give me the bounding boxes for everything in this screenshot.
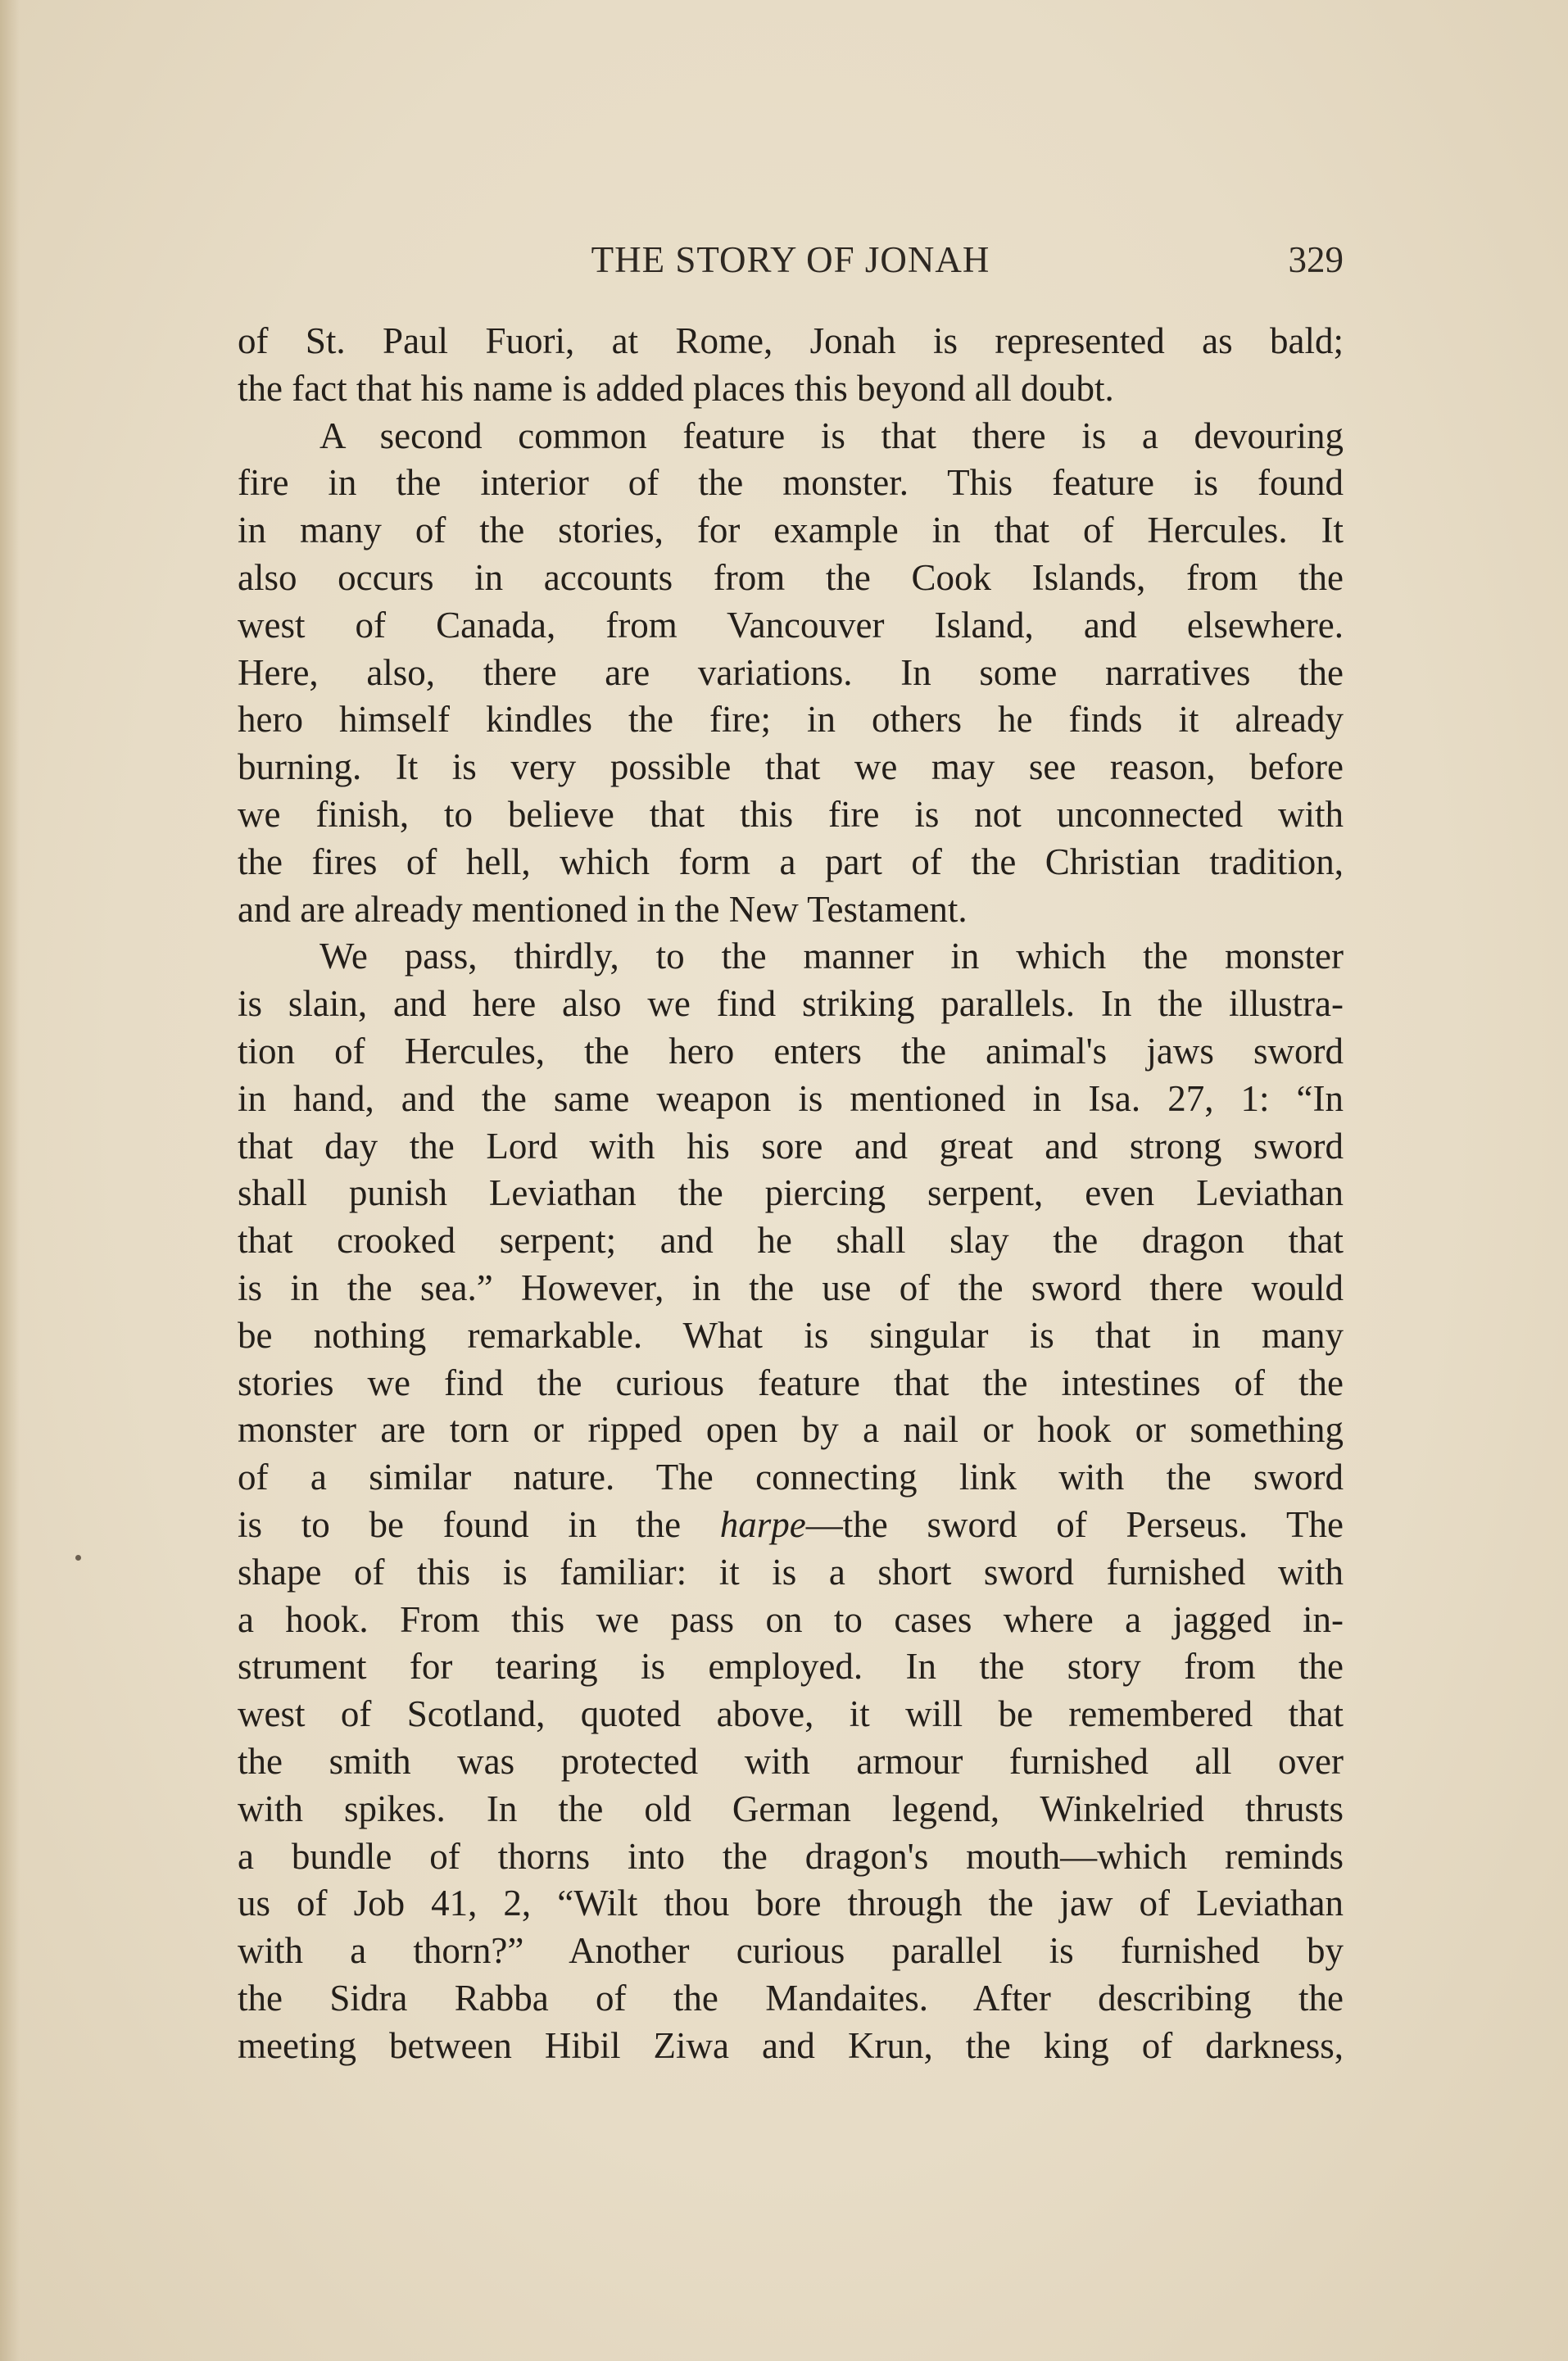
text-segment: is to be found in the (238, 1503, 720, 1545)
italic-word-harpe: harpe (719, 1503, 806, 1545)
text-line: that day the Lord with his sore and great and strong sword (238, 1125, 1344, 1167)
text-line: be nothing remarkable. What is singular is that in many (238, 1314, 1344, 1356)
page-number: 329 (1288, 239, 1344, 280)
text-line: the smith was protected with armour furnished all over (238, 1740, 1344, 1782)
text-line: west of Scotland, quoted above, it will be remembered that (238, 1693, 1344, 1735)
page-header (238, 231, 1344, 288)
text-line: the fact that his name is added places this beyond all doubt. (238, 367, 1114, 409)
text-line: shape of this is familiar: it is a short sword furnished with (238, 1551, 1344, 1593)
text-segment: —the sword of Perseus. The (805, 1503, 1344, 1545)
text-line: hero himself kindles the fire; in others he finds it already (238, 699, 1344, 741)
text-line: that crooked serpent; and he shall slay the dragon that (238, 1220, 1344, 1262)
text-line: the fires of hell, which form a part of the Christian tradition, (238, 841, 1344, 882)
text-line: Here, also, there are variations. In some narratives the (238, 651, 1344, 693)
body-text (238, 318, 1344, 2069)
text-line: monster are torn or ripped open by a nail or hook or something (238, 1409, 1344, 1451)
running-title: THE STORY OF JONAH (591, 239, 990, 280)
text-line-with-italic (238, 1502, 1344, 1549)
paragraph-start-line: We pass, thirdly, to the manner in which the monster (319, 936, 1344, 977)
text-line: with a thorn?” Another curious parallel is furnished by (238, 1930, 1344, 1972)
text-line: is slain, and here also we find striking parallels. In the illustra- (238, 983, 1344, 1025)
text-line: fire in the interior of the monster. This feature is found (238, 462, 1344, 504)
text-line: shall punish Leviathan the piercing serpent, even Leviathan (238, 1172, 1344, 1214)
text-line: burning. It is very possible that we may see reason, before (238, 746, 1344, 788)
page-edge-shadow (0, 0, 20, 2361)
text-line: of St. Paul Fuori, at Rome, Jonah is represented as bald; (238, 320, 1344, 361)
text-line: tion of Hercules, the hero enters the animal's jaws sword (238, 1030, 1344, 1072)
text-line: west of Canada, from Vancouver Island, and elsewhere. (238, 604, 1344, 646)
text-line: we finish, to believe that this fire is not unconnected with (238, 793, 1344, 835)
text-line: meeting between Hibil Ziwa and Krun, the king of darkness, (238, 2024, 1344, 2066)
text-line: stories we find the curious feature that the intestines of the (238, 1362, 1344, 1403)
text-line: a hook. From this we pass on to cases where a jagged in- (238, 1598, 1344, 1640)
text-line: strument for tearing is employed. In the story from the (238, 1646, 1344, 1688)
text-line: the Sidra Rabba of the Mandaites. After describing the (238, 1977, 1344, 2019)
text-line: with spikes. In the old German legend, Winkelried thrusts (238, 1788, 1344, 1829)
text-line: us of Job 41, 2, “Wilt thou bore through the jaw of Leviathan (238, 1883, 1344, 1924)
text-line: in hand, and the same weapon is mentioned in Isa. 27, 1: “In (238, 1077, 1344, 1119)
text-line: is in the sea.” However, in the use of the sword there would (238, 1267, 1344, 1308)
text-line: a bundle of thorns into the dragon's mouth—which reminds (238, 1835, 1344, 1877)
paragraph-start-line: A second common feature is that there is a devouring (319, 415, 1344, 456)
text-line: and are already mentioned in the New Testament. (238, 888, 968, 930)
text-line: in many of the stories, for example in that of Hercules. It (238, 510, 1344, 551)
speck-mark (75, 1555, 81, 1561)
text-line: also occurs in accounts from the Cook Islands, from the (238, 556, 1344, 598)
text-line: of a similar nature. The connecting link with the sword (238, 1457, 1344, 1498)
